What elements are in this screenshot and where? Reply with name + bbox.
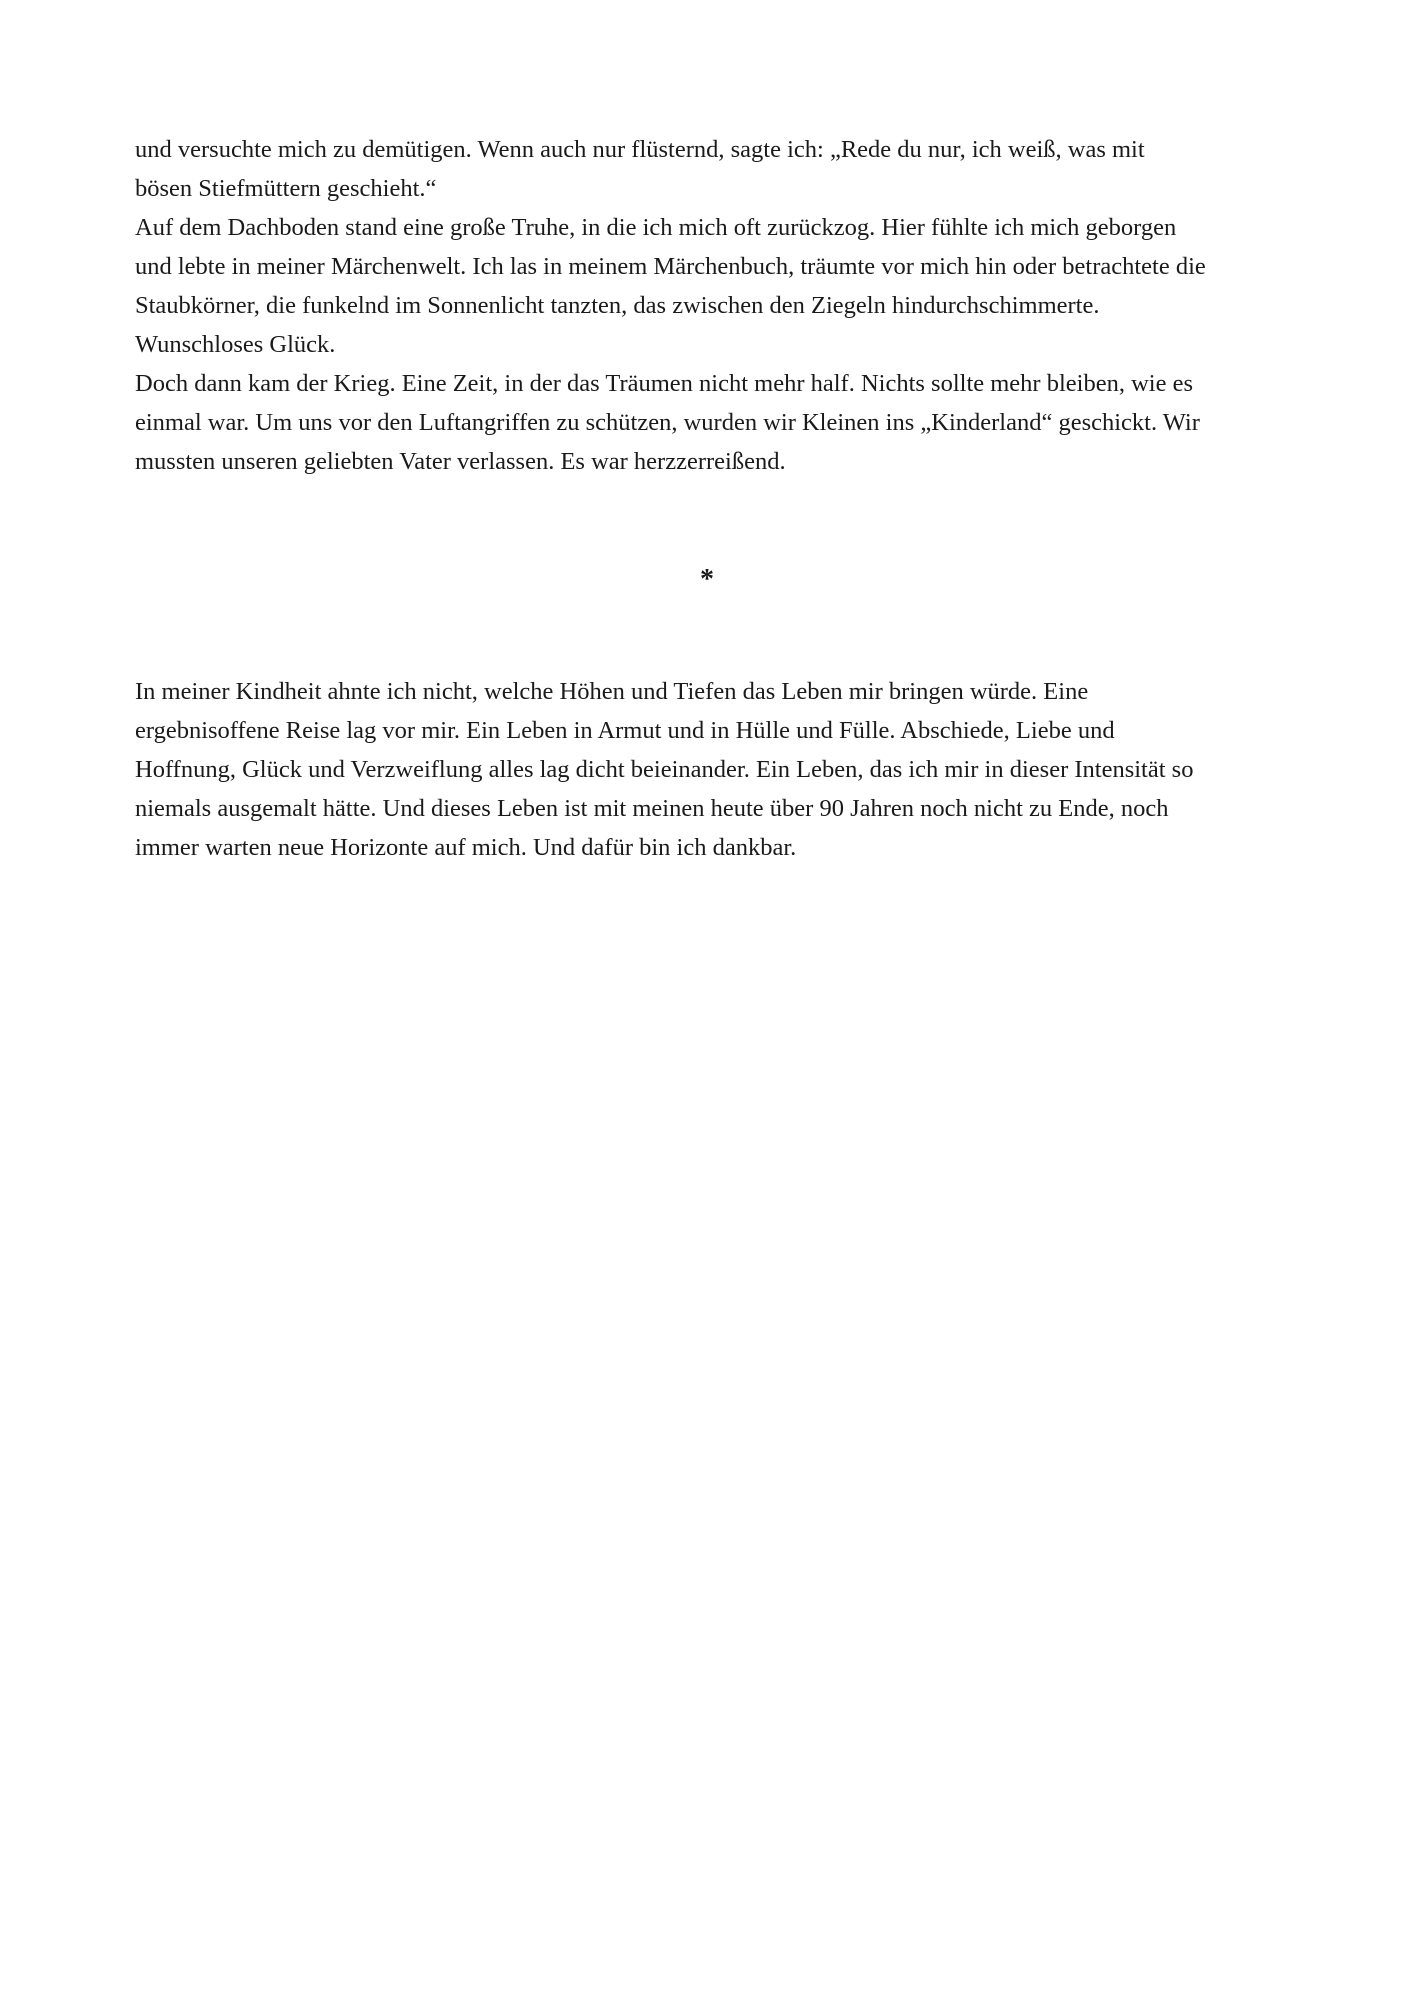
text-line: bösen Stiefmüttern geschieht.“ xyxy=(135,175,437,202)
text-line: mussten unseren geliebten Vater verlassen. Es war herzzerreißend. xyxy=(135,448,786,475)
text-line: Auf dem Dachboden stand eine große Truhe, in die ich mich oft zurückzog. Hier fühlte ich mich geborgen xyxy=(135,214,1177,241)
section-2-text xyxy=(135,672,1285,867)
section-1-text xyxy=(135,130,1285,481)
text-line: Hoffnung, Glück und Verzweiflung alles lag dicht beieinander. Ein Leben, das ich mir in dieser Intensität so xyxy=(135,756,1194,783)
text-line: niemals ausgemalt hätte. Und dieses Leben ist mit meinen heute über 90 Jahren noch nicht zu Ende, noch xyxy=(135,795,1169,822)
section-separator: * xyxy=(700,564,714,595)
text-line: ergebnisoffene Reise lag vor mir. Ein Leben in Armut und in Hülle und Fülle. Abschiede, Liebe und xyxy=(135,717,1115,744)
text-line: immer warten neue Horizonte auf mich. Und dafür bin ich dankbar. xyxy=(135,834,797,861)
text-line: In meiner Kindheit ahnte ich nicht, welche Höhen und Tiefen das Leben mir bringen würde. Eine xyxy=(135,678,1089,705)
text-line: Doch dann kam der Krieg. Eine Zeit, in der das Träumen nicht mehr half. Nichts sollte mehr bleiben, wie es xyxy=(135,370,1193,397)
text-line: Wunschloses Glück. xyxy=(135,331,336,358)
text-line: einmal war. Um uns vor den Luftangriffen zu schützen, wurden wir Kleinen ins „Kinderland“ geschickt. Wir xyxy=(135,409,1200,436)
text-line: und lebte in meiner Märchenwelt. Ich las in meinem Märchenbuch, träumte vor mich hin oder betrachtete die xyxy=(135,253,1206,280)
text-line: Staubkörner, die funkelnd im Sonnenlicht tanzten, das zwischen den Ziegeln hindurchschimmerte. xyxy=(135,292,1100,319)
text-line: und versuchte mich zu demütigen. Wenn auch nur flüsternd, sagte ich: „Rede du nur, ich weiß, was mit xyxy=(135,136,1145,163)
